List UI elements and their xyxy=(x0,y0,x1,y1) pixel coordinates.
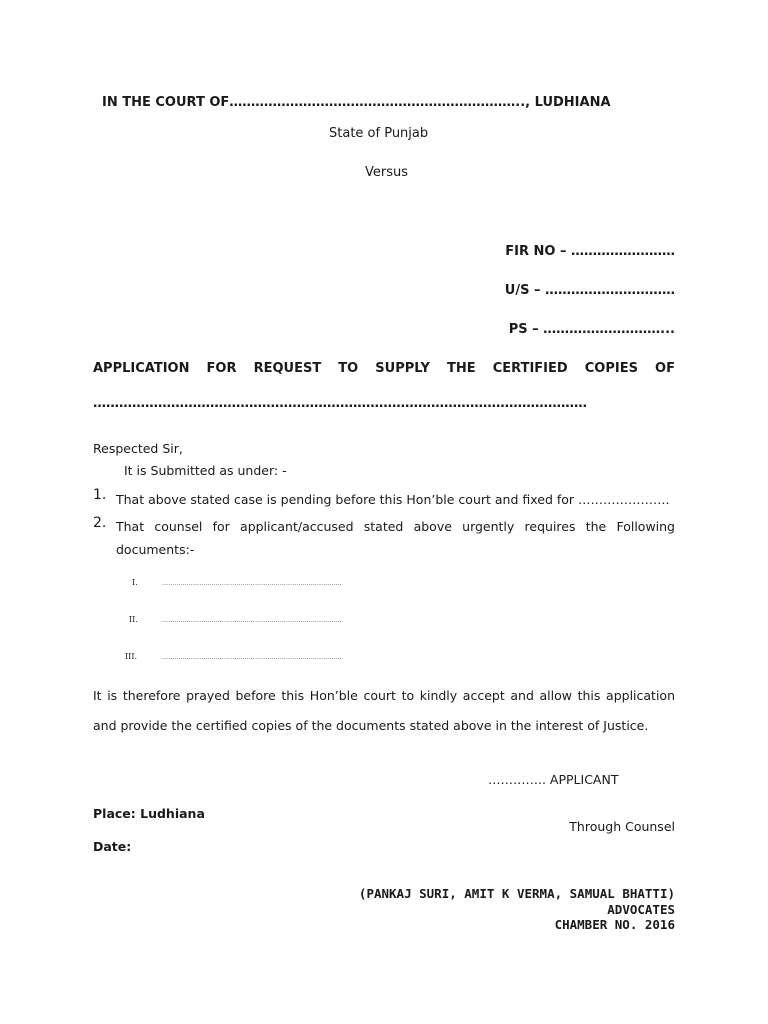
application-title-blank: …………………………………………………………………………………………………… xyxy=(93,396,587,411)
point-2-text-line-1: That counsel for applicant/accused stated above urgently requires the Following xyxy=(116,519,675,534)
document-3-numeral: III. xyxy=(125,652,138,661)
us-text: U/S – ………………………… xyxy=(504,283,675,298)
prayer-line-1: It is therefore prayed before this Hon’ble court to kindly accept and allow this application xyxy=(93,688,675,703)
point-1-number: 1. xyxy=(93,487,107,503)
application-title: APPLICATION FOR REQUEST TO SUPPLY THE CERTIFIED COPIES OF xyxy=(93,361,675,376)
document-2-blank: …………………………………………………………………………… xyxy=(162,617,342,624)
date-label: Date: xyxy=(93,839,132,854)
court-heading: IN THE COURT OF………………………………………………………….., LUDHIANA xyxy=(102,95,611,110)
party-state: State of Punjab xyxy=(329,126,429,141)
advocates-title: ADVOCATES xyxy=(607,902,675,917)
point-1-text: That above stated case is pending before this Hon’ble court and fixed for …………………. xyxy=(116,492,670,507)
through-counsel: Through Counsel xyxy=(569,819,675,834)
point-2-number: 2. xyxy=(93,515,107,531)
ps-text: PS – ………………………... xyxy=(508,322,675,337)
prayer-line-2: and provide the certified copies of the documents stated above in the interest of Justice. xyxy=(93,718,649,733)
document-2-numeral: II. xyxy=(129,615,138,624)
document-1-numeral: I. xyxy=(132,578,138,587)
document-3-blank: …………………………………………………………………………… xyxy=(162,654,342,661)
police-station xyxy=(375,322,675,337)
point-2-text-line-2: documents:- xyxy=(116,542,195,557)
document-1-blank: …………………………………………………………………………… xyxy=(162,580,342,587)
applicant-signature: ………….. APPLICANT xyxy=(488,772,619,787)
place-label: Place: Ludhiana xyxy=(93,806,205,821)
versus-label: Versus xyxy=(365,165,409,180)
advocates-names: (PANKAJ SURI, AMIT K VERMA, SAMUAL BHATTI) xyxy=(358,886,675,901)
fir-number xyxy=(375,244,675,259)
us-section xyxy=(375,283,675,298)
chamber-number: CHAMBER NO. 2016 xyxy=(554,917,675,932)
fir-text: FIR NO – …………………… xyxy=(505,244,675,259)
submission-intro: It is Submitted as under: - xyxy=(124,463,287,478)
salutation: Respected Sir, xyxy=(93,441,183,456)
